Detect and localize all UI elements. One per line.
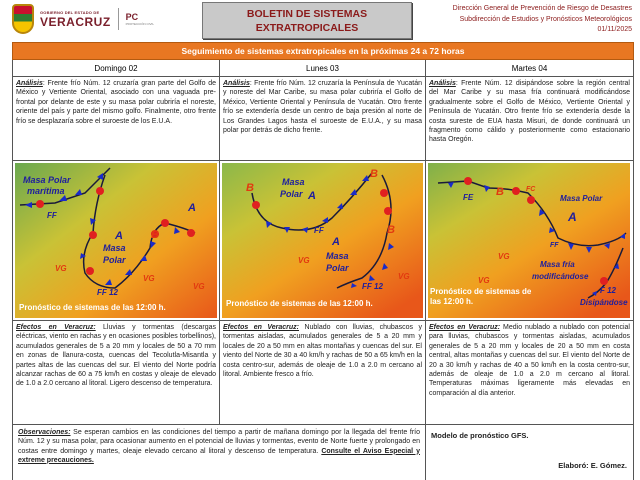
map-label: VG bbox=[193, 282, 205, 291]
forecast-grid bbox=[12, 60, 634, 480]
low-pressure-marker: B bbox=[370, 168, 378, 180]
map-label: VG bbox=[498, 252, 510, 261]
effects-day-2 bbox=[220, 321, 426, 425]
map-caption-wrap bbox=[430, 287, 540, 315]
forecast-map-1 bbox=[13, 161, 220, 321]
analysis-day-2 bbox=[220, 77, 426, 161]
section-banner: Seguimiento de sistemas extratropicales en la próximas 24 a 72 horas bbox=[12, 42, 634, 60]
map-label: Masa bbox=[103, 243, 126, 253]
effects-row bbox=[13, 321, 633, 425]
map-label: FF 12 bbox=[362, 282, 383, 291]
veracruz-logo bbox=[12, 2, 172, 36]
analysis-label: Análisis bbox=[429, 80, 456, 87]
forecast-map-2 bbox=[220, 161, 426, 321]
map-label: Disipándose bbox=[580, 298, 628, 307]
map-row bbox=[13, 161, 633, 321]
high-pressure-marker: A bbox=[568, 210, 577, 224]
map-label: Polar bbox=[280, 189, 303, 199]
author-text: Elaboró: E. Gómez. bbox=[558, 461, 627, 470]
analysis-day-1 bbox=[13, 77, 220, 161]
high-pressure-marker: A bbox=[115, 230, 123, 242]
dept-line-1: Dirección General de Prevención de Riesgo de Desastres bbox=[452, 5, 632, 12]
day-header-row bbox=[13, 60, 633, 77]
observations-text: Se esperan cambios en las condiciones del tiempo a partir de mañana domingo por la llegada del frente frío Núm. 12 y su masa polar, para ocasionar aumento en el potencial de lluvias y tormentas, evento de Norte fuerte y prolongado en costas entre domingo y martes, oleaje elevado cercano al litoral y descenso de temperatura. bbox=[18, 429, 420, 455]
analysis-day-3 bbox=[426, 77, 633, 161]
map-label: VG bbox=[298, 256, 310, 265]
weather-map-2 bbox=[222, 163, 423, 318]
map-label: F 12 bbox=[600, 286, 617, 295]
map-caption: Pronóstico de sistemas de las 12:00 h. bbox=[430, 287, 532, 306]
observations bbox=[13, 425, 426, 480]
analysis-label: Análisis bbox=[16, 80, 43, 87]
coat-of-arms-icon bbox=[12, 4, 34, 34]
effects-text: Nublado con lluvias, chubascos y tormentas aisladas, acumulados generales de 5 a 20 mm y locales de 20 a 50 mm en altas montañas y cuencas del sur. El viento del Norte de 30 a 40 km/h y rachas de 50 a 65 km/h en la costa centro-sur, además de oleaje de 1.0 a 2.0 m cercano al litoral. Ambiente fresco a frío. bbox=[223, 324, 422, 379]
observations-label: Observaciones: bbox=[18, 429, 71, 436]
logo-small-text: GOBIERNO DEL ESTADO DE bbox=[40, 9, 100, 15]
map-label: VG bbox=[478, 276, 490, 285]
logo-big-text: VERACRUZ bbox=[40, 14, 111, 29]
analysis-text: : Frente Núm. 12 disipándose sobre la región central del Mar Caribe y su masa fría continuará modificándose gradualmente sobre el Golfo de México, Vertiente Oriental y Península de Yucatán. Otro frente frío se extendería desde la costa sureste de EUA hasta Misuri, de donde continuará un fragmento como cálido y posteriormente como estacionario hasta Oregón. bbox=[429, 80, 630, 144]
bulletin-date: 01/11/2025 bbox=[597, 26, 632, 33]
effects-label: Efectos en Veracruz: bbox=[223, 324, 300, 331]
map-label: Masa bbox=[326, 251, 349, 261]
model-text: Modelo de pronóstico GFS. bbox=[431, 431, 529, 440]
dept-line-2: Subdirección de Estudios y Pronósticos Meteorológicos bbox=[459, 15, 632, 23]
map-label: FC bbox=[526, 186, 536, 193]
pc-text: PC bbox=[125, 12, 139, 22]
high-pressure-marker: A bbox=[308, 190, 316, 202]
map-label: FE bbox=[463, 193, 474, 202]
map-label: VG bbox=[398, 272, 410, 281]
day-header-1: Domingo 02 bbox=[13, 60, 220, 77]
pc-sub-text: PROTECCIÓN CIVIL bbox=[125, 22, 155, 26]
effects-day-3 bbox=[426, 321, 633, 425]
title-line-1: BOLETIN DE SISTEMAS bbox=[246, 7, 368, 20]
map-label: Masa bbox=[282, 177, 305, 187]
map-label: FF bbox=[47, 211, 57, 220]
effects-text: Lluvias y tormentas (descargas eléctricas, viento en rachas y en ocasiones posibles torbellinos), acumulados generales de 5 a 20 mm y locales de 50 a 70 mm en zonas de llanura-costa, cuencas del Tecolutla-Misantla y partes altas de las cuencas del sur. El viento del Norte podría alcanzar rachas de 60 a 75 km/h en costas y oleaje de elevado de 1.0 a 2.0 cercano al litoral. Ligero descenso de temperatura. bbox=[16, 324, 216, 388]
map-caption: Pronóstico de sistemas de las 12:00 h. bbox=[226, 299, 373, 308]
map-label: VG bbox=[55, 264, 67, 273]
day-header-3: Martes 04 bbox=[426, 60, 633, 77]
bulletin-title bbox=[202, 2, 412, 39]
map-caption: Pronóstico de sistemas de las 12:00 h. bbox=[19, 303, 166, 312]
map-label: Masa Polar bbox=[23, 175, 71, 185]
effects-label: Efectos en Veracruz: bbox=[16, 324, 96, 331]
map-label: marítima bbox=[27, 186, 65, 196]
map-label: Polar bbox=[103, 255, 126, 265]
day-header-2: Lunes 03 bbox=[220, 60, 426, 77]
map-label: Polar bbox=[326, 263, 349, 273]
map-label: VG bbox=[143, 274, 155, 283]
model-info bbox=[426, 425, 633, 480]
forecast-map-3 bbox=[426, 161, 633, 321]
effects-label: Efectos en Veracruz: bbox=[429, 324, 501, 331]
logo-divider bbox=[118, 8, 119, 30]
high-pressure-marker: A bbox=[188, 202, 196, 214]
effects-text: Medio nublado a nublado con potencial para lluvias, chubascos y tormentas aisladas, acumulados generales de 5 a 20 mm y locales de 20 a 50 mm en costa central, altas montañas y cuencas del sur. El viento del Norte de 20 a 30 km/h y rachas de 40 a 50 km/h en la costa centro-sur, además de oleaje de 1.0 a 2.0 m cercano al litoral. Temperaturas máximas ligeramente más elevadas en comparación al día anterior. bbox=[429, 324, 630, 397]
department-info bbox=[412, 4, 632, 36]
low-pressure-marker: B bbox=[496, 186, 504, 198]
map-label: FF bbox=[314, 226, 324, 235]
low-pressure-marker: B bbox=[151, 229, 159, 241]
footer-row bbox=[13, 425, 633, 480]
weather-map-3 bbox=[428, 163, 630, 318]
analysis-label: Análisis bbox=[223, 80, 250, 87]
analysis-text: : Frente frío Núm. 12 cruzaría la Península de Yucatán y noreste del Mar Caribe, su masa polar cubriría el Golfo de México, Vertiente Oriental y Península de Yucatán. Otro frente frío se extendería desde un centro de baja presión al norte de Los Grandes Lagos hasta el suroeste de E.U.A., y su masa polar por detrás de dicho frente. bbox=[223, 80, 422, 135]
map-label: FF 12 bbox=[97, 288, 118, 297]
analysis-row bbox=[13, 77, 633, 161]
effects-day-1 bbox=[13, 321, 220, 425]
low-pressure-marker: B bbox=[246, 182, 254, 194]
analysis-text: : Frente frío Núm. 12 cruzaría gran parte del Golfo de México y Vertiente Oriental, asociado con una vaguada pre-frontal por delante de este y su masa polar cubriría el noreste, oriente del país y parte del mismo golfo. Finalmente, otro frente frío se desplazaría sobre el suroeste de los E.U.A. bbox=[16, 80, 216, 125]
weather-map-1 bbox=[15, 163, 217, 318]
map-label: FF bbox=[550, 242, 559, 249]
map-label: modificándose bbox=[532, 272, 589, 281]
map-label: Masa Polar bbox=[560, 194, 603, 203]
low-pressure-marker: B bbox=[387, 224, 395, 236]
special-notice-link[interactable]: Consulte el Aviso Especial y extreme precauciones. bbox=[18, 447, 420, 464]
map-label: Masa fría bbox=[540, 260, 575, 269]
high-pressure-marker: A bbox=[332, 236, 340, 248]
title-line-2: EXTRATROPICALES bbox=[255, 21, 359, 34]
